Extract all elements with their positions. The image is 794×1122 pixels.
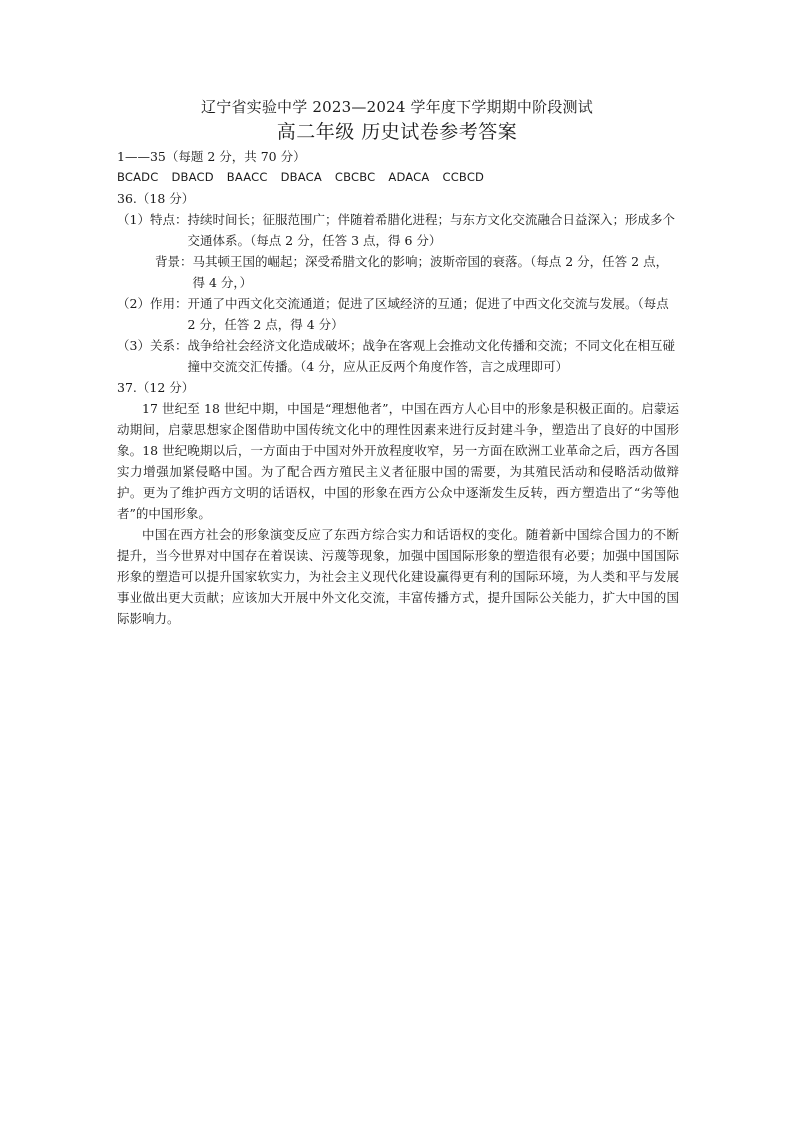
mcq-range-label: 1——35（每题 2 分，共 70 分）	[117, 149, 306, 164]
q36-part3	[117, 335, 679, 377]
q36-part1-background	[117, 251, 679, 293]
q36-part1	[117, 209, 679, 251]
q36-part2-text: 开通了中西文化交流通道；促进了区域经济的互通；促进了中西文化交流与发展。（每点 2 分，任答 2 点，得 4 分）	[187, 296, 669, 332]
mcq-answer-group: DBACD	[171, 170, 214, 184]
school-exam-line: 辽宁省实验中学 2023—2024 学年度下学期期中阶段测试	[201, 98, 593, 116]
q36-part1-text: 持续时间长；征服范围广；伴随着希腊化进程；与东方文化交流融合日益深入；形成多个交通体系。（每点 2 分，任答 3 点，得 6 分）	[187, 212, 675, 248]
q36-part1b-text: 马其顿王国的崛起；深受希腊文化的影响；波斯帝国的衰落。（每点 2 分，任答 2 点，得 4 分，）	[192, 254, 669, 290]
q36-heading: 36.（18 分）	[117, 191, 195, 206]
mcq-answer-group: CCBCD	[442, 170, 485, 184]
q36-part2	[117, 293, 679, 335]
answer-content	[117, 146, 679, 629]
mcq-answer-group: BAACC	[226, 170, 268, 184]
mcq-answer-row	[117, 167, 679, 188]
q36-part3-text: 战争给社会经济文化造成破坏；战争在客观上会推动文化传播和交流；不同文化在相互碰撞中交流交汇传播。（4 分，应从正反两个角度作答，言之成理即可）	[187, 338, 675, 374]
q36-part2-label: （2）作用：	[117, 296, 188, 311]
page-title: 高二年级 历史试卷参考答案	[276, 121, 518, 143]
q36-part1-label: （1）特点：	[117, 212, 188, 227]
mcq-answer-group: CBCBC	[334, 170, 376, 184]
q37-heading: 37.（12 分）	[117, 380, 195, 395]
mcq-answer-group: DBACA	[280, 170, 322, 184]
mcq-answer-group: ADACA	[388, 170, 430, 184]
mcq-answer-group: BCADC	[117, 170, 159, 184]
q37-paragraph-2: 中国在西方社会的形象演变反应了东西方综合实力和话语权的变化。随着新中国综合国力的不断提升，当今世界对中国存在着误读、污蔑等现象，加强中国国际形象的塑造很有必要；加强中国国际形象的塑造可以提升国家软实力，为社会主义现代化建设赢得更有利的国际环境，为人类和平与发展事业做出更大贡献；应该加大开展中外文化交流，丰富传播方式，提升国际公关能力，扩大中国的国际影响力。	[117, 527, 679, 626]
q36-part1b-label: 背景：	[155, 254, 193, 269]
q37-paragraph-1: 17 世纪至 18 世纪中期，中国是“理想他者”，中国在西方人心目中的形象是积极正面的。启蒙运动期间，启蒙思想家企图借助中国传统文化中的理性因素来进行反封建斗争，塑造出了良好的中国形象。18 世纪晚期以后，一方面由于中国对外开放程度收窄，另一方面在欧洲工业革命之后，西方各国实力增强加紧侵略中国。为了配合西方殖民主义者征服中国的需要，为其殖民活动和侵略活动做辩护。更为了维护西方文明的话语权，中国的形象在西方公众中逐渐发生反转，西方塑造出了“劣等他者”的中国形象。	[117, 401, 679, 521]
q36-part3-label: （3）关系：	[117, 338, 188, 353]
